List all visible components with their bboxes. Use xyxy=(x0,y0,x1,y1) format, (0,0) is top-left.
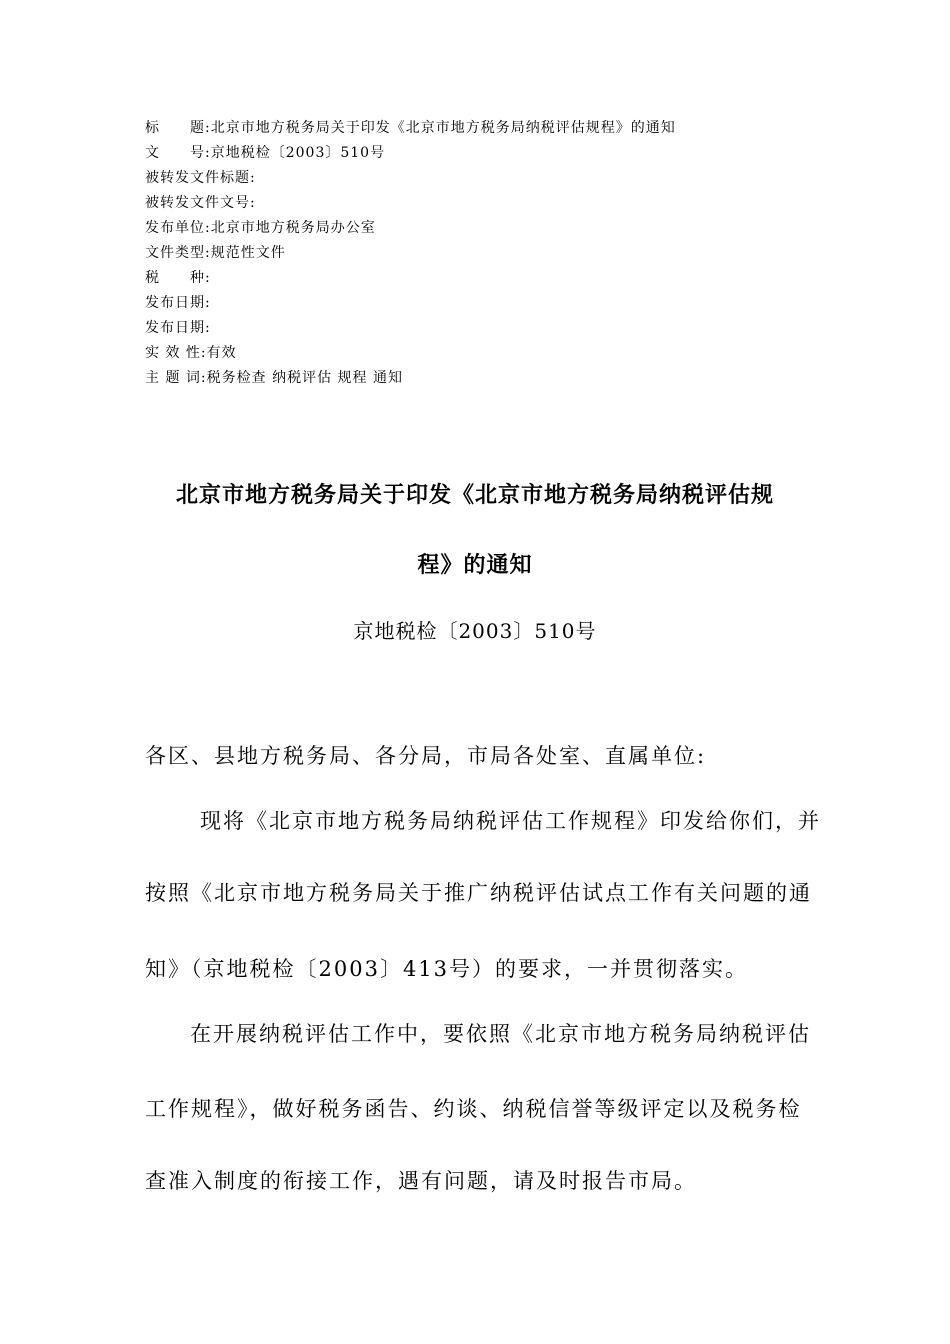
meta-validity-value: 有效 xyxy=(206,345,237,361)
meta-doc-type-label: 文件类型: xyxy=(145,245,211,261)
meta-fwd-no-row xyxy=(145,191,845,216)
meta-issuer-row xyxy=(145,216,845,241)
paragraph-2-line-2: 工作规程》，做好税务函告、约谈、纳税信誉等级评定以及税务检 xyxy=(145,1097,802,1121)
document-metadata xyxy=(145,116,845,391)
meta-issuer-label: 发布单位: xyxy=(145,220,211,236)
paragraph-2-line-3: 查准入制度的衔接工作，遇有问题，请及时报告市局。 xyxy=(145,1169,697,1193)
meta-validity-label: 实 效 性: xyxy=(145,345,207,361)
meta-issuer-value: 北京市地方税务局办公室 xyxy=(210,220,376,236)
meta-keywords-value: 税务检查 纳税评估 规程 通知 xyxy=(206,370,403,386)
meta-doc-type-row xyxy=(145,241,845,266)
meta-title-row xyxy=(145,116,845,141)
paragraph-1-line-2: 按照《北京市地方税务局关于推广纳税评估试点工作有关问题的通 xyxy=(145,881,812,905)
addressee-line: 各区、县地方税务局、各分局，市局各处室、直属单位: xyxy=(145,744,707,768)
paragraph-2-line-1: 在开展纳税评估工作中，要依照《北京市地方税务局纳税评估 xyxy=(190,1022,811,1046)
meta-docno-label: 文 号: xyxy=(145,145,211,161)
meta-pub-date-label-2: 发布日期: xyxy=(145,320,211,336)
meta-fwd-no-label: 被转发文件文号: xyxy=(145,195,256,211)
meta-validity-row xyxy=(145,341,845,366)
meta-fwd-title-label: 被转发文件标题: xyxy=(145,170,256,186)
meta-keywords-row xyxy=(145,366,845,391)
document-number: 京地税检〔2003〕510号 xyxy=(353,619,597,643)
meta-docno-row xyxy=(145,141,845,166)
meta-docno-value: 京地税检〔2003〕510号 xyxy=(210,145,386,161)
meta-doc-type-value: 规范性文件 xyxy=(210,245,286,261)
meta-pub-date-row xyxy=(145,291,845,316)
meta-tax-type-label: 税 种: xyxy=(145,270,211,286)
meta-fwd-title-row xyxy=(145,166,845,191)
meta-title-value: 北京市地方税务局关于印发《北京市地方税务局纳税评估规程》的通知 xyxy=(210,120,676,136)
paragraph-1-line-3: 知》（京地税检〔2003〕413号）的要求，一并贯彻落实。 xyxy=(145,957,749,981)
meta-pub-date-row-2 xyxy=(145,316,845,341)
meta-title-label: 标 题: xyxy=(145,120,211,136)
meta-pub-date-label: 发布日期: xyxy=(145,295,211,311)
paragraph-1-line-1: 现将《北京市地方税务局纳税评估工作规程》印发给你们，并 xyxy=(200,809,821,833)
document-title-line-2: 程》的通知 xyxy=(417,552,533,578)
meta-keywords-label: 主 题 词: xyxy=(145,370,207,386)
meta-tax-type-row xyxy=(145,266,845,291)
document-title-line-1: 北京市地方税务局关于印发《北京市地方税务局纳税评估规 xyxy=(175,482,774,508)
